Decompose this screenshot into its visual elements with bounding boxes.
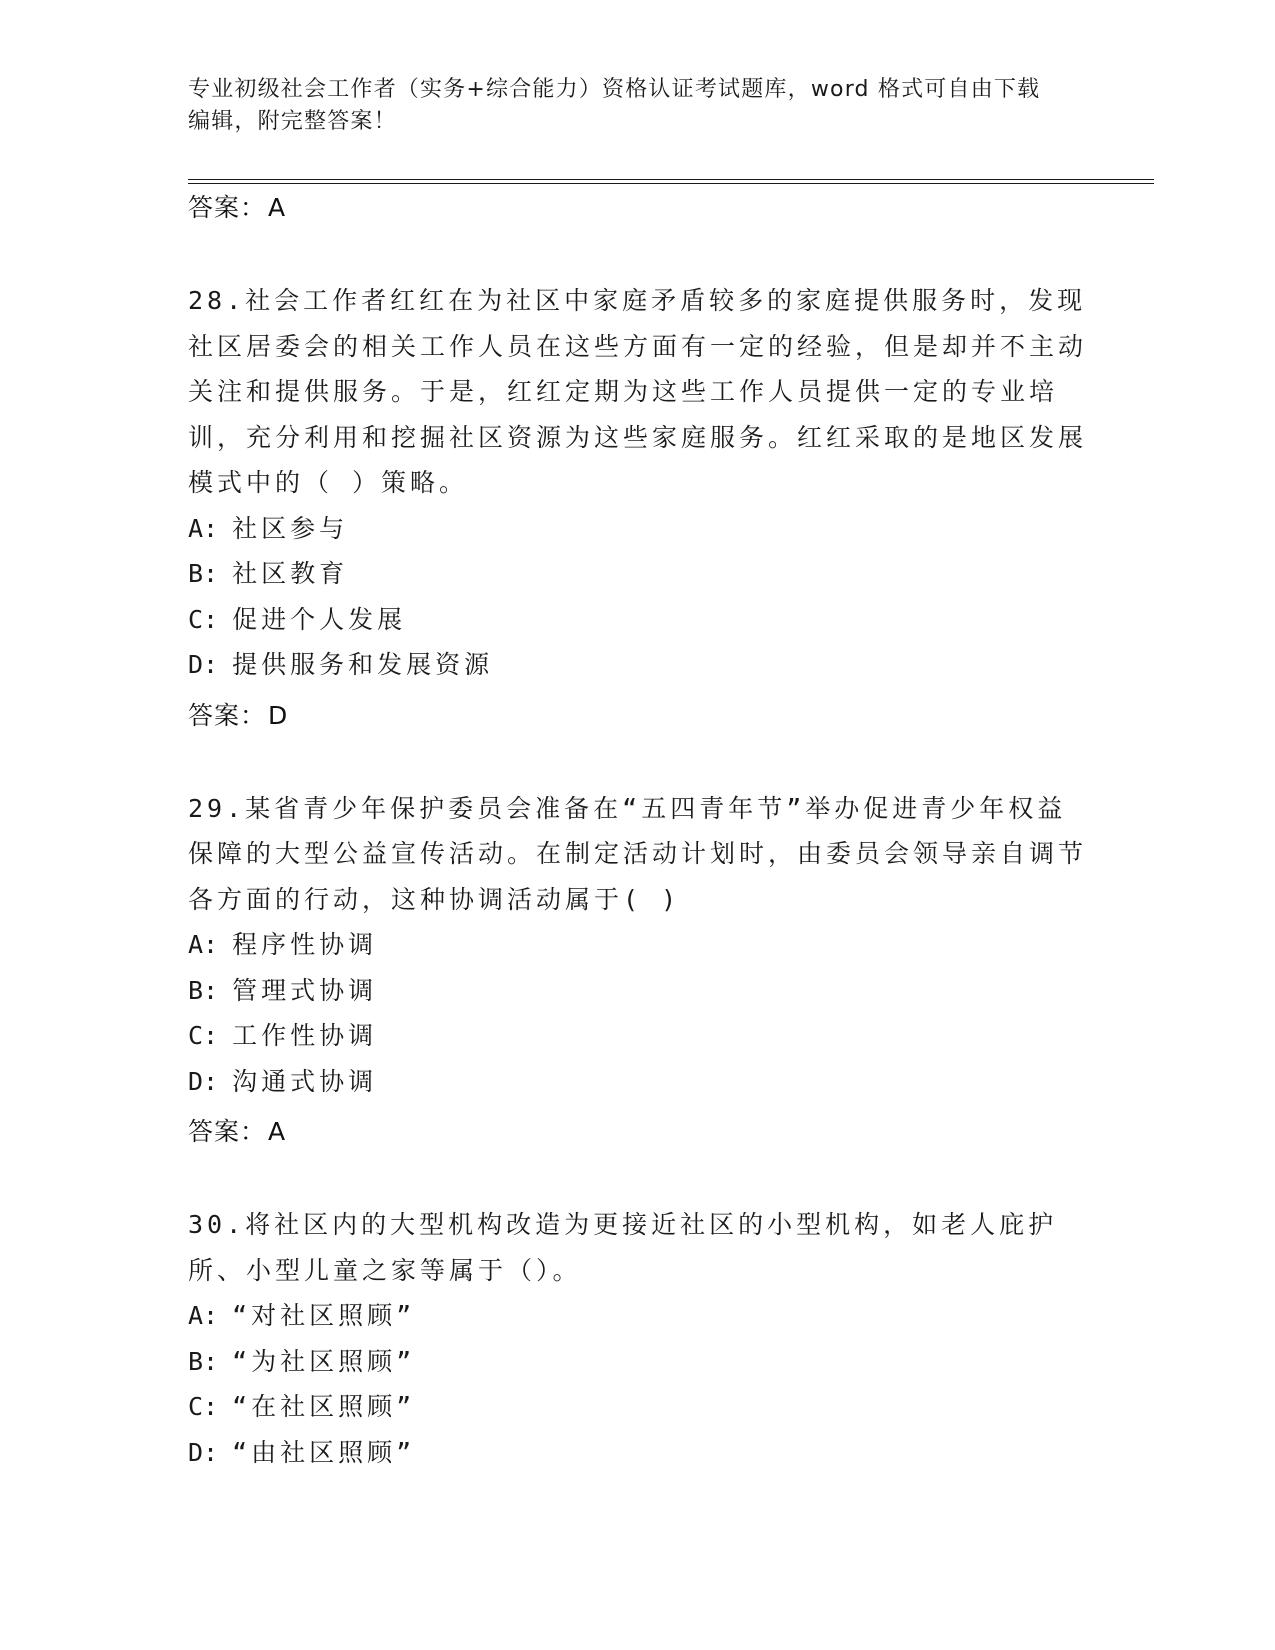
question-30 xyxy=(188,1202,1088,1475)
option-key: C: xyxy=(188,604,219,634)
option-key: D: xyxy=(188,650,219,679)
option-key: B: xyxy=(188,975,219,1005)
option-text: 工作性协调 xyxy=(232,1021,378,1050)
option-text: 沟通式协调 xyxy=(232,1066,378,1096)
option-key: B: xyxy=(188,1346,219,1376)
question-stem xyxy=(188,786,1088,923)
question-28 xyxy=(188,278,1088,732)
header-rule-bottom xyxy=(188,183,1154,184)
question-29 xyxy=(188,786,1088,1149)
option-key: A: xyxy=(188,1301,219,1330)
option-key: D: xyxy=(188,1066,219,1096)
option-d xyxy=(188,1059,1088,1105)
option-b xyxy=(188,1339,1088,1385)
option-c xyxy=(188,1384,1088,1430)
question-stem xyxy=(188,278,1088,506)
option-key: D: xyxy=(188,1437,219,1467)
answer-label: 答案： xyxy=(188,1117,267,1146)
option-key: A: xyxy=(188,930,219,959)
answer-value: A xyxy=(268,1117,287,1146)
option-text: 提供服务和发展资源 xyxy=(232,650,494,679)
question-number: 30. xyxy=(188,1210,246,1239)
previous-answer xyxy=(188,192,1088,224)
question-number: 29. xyxy=(188,793,246,823)
page-header xyxy=(188,74,1088,138)
option-text: 促进个人发展 xyxy=(232,604,407,634)
option-text: “对社区照顾” xyxy=(232,1301,416,1330)
option-text: 管理式协调 xyxy=(232,975,378,1005)
option-text: 程序性协调 xyxy=(232,930,378,959)
option-a xyxy=(188,1293,1088,1339)
question-stem xyxy=(188,1202,1088,1293)
option-a xyxy=(188,506,1088,552)
option-text: “为社区照顾” xyxy=(232,1346,416,1376)
header-rule-top xyxy=(188,179,1154,180)
question-number: 28. xyxy=(188,286,246,315)
option-a xyxy=(188,922,1088,968)
option-d xyxy=(188,642,1088,688)
option-key: C: xyxy=(188,1021,219,1050)
question-answer xyxy=(188,700,1088,732)
option-d xyxy=(188,1430,1088,1476)
answer-value: A xyxy=(268,193,287,222)
option-b xyxy=(188,551,1088,597)
option-key: B: xyxy=(188,559,219,588)
answer-label: 答案： xyxy=(188,193,267,222)
question-text: 社会工作者红红在为社区中家庭矛盾较多的家庭提供服务时，发现社区居委会的相关工作人员在这些方面有一定的经验，但是却并不主动关注和提供服务。于是，红红定期为这些工作人员提供一定的专业培训，充分利用和挖掘社区资源为这些家庭服务。红红采取的是地区发展模式中的（ ）策略。 xyxy=(188,286,1088,497)
option-text: “由社区照顾” xyxy=(232,1437,416,1467)
option-text: 社区参与 xyxy=(232,513,349,543)
option-text: “在社区照顾” xyxy=(232,1392,416,1421)
option-b xyxy=(188,968,1088,1014)
option-c xyxy=(188,597,1088,643)
option-text: 社区教育 xyxy=(232,559,349,588)
option-c xyxy=(188,1013,1088,1059)
question-text: 某省青少年保护委员会准备在“五四青年节”举办促进青少年权益保障的大型公益宣传活动。在制定活动计划时，由委员会领导亲自调节各方面的行动，这种协调活动属于( ) xyxy=(188,793,1088,914)
option-key: A: xyxy=(188,513,219,543)
header-line-2: 编辑，附完整答案！ xyxy=(188,109,397,134)
header-line-1: 专业初级社会工作者（实务+综合能力）资格认证考试题库，word 格式可自由下载 xyxy=(188,77,1041,102)
question-list xyxy=(188,192,1088,1475)
answer-label: 答案： xyxy=(188,700,267,730)
answer-value: D xyxy=(268,700,289,730)
question-answer xyxy=(188,1116,1088,1148)
question-text: 将社区内的大型机构改造为更接近社区的小型机构，如老人庇护所、小型儿童之家等属于（）。 xyxy=(188,1210,1058,1285)
option-key: C: xyxy=(188,1392,219,1421)
